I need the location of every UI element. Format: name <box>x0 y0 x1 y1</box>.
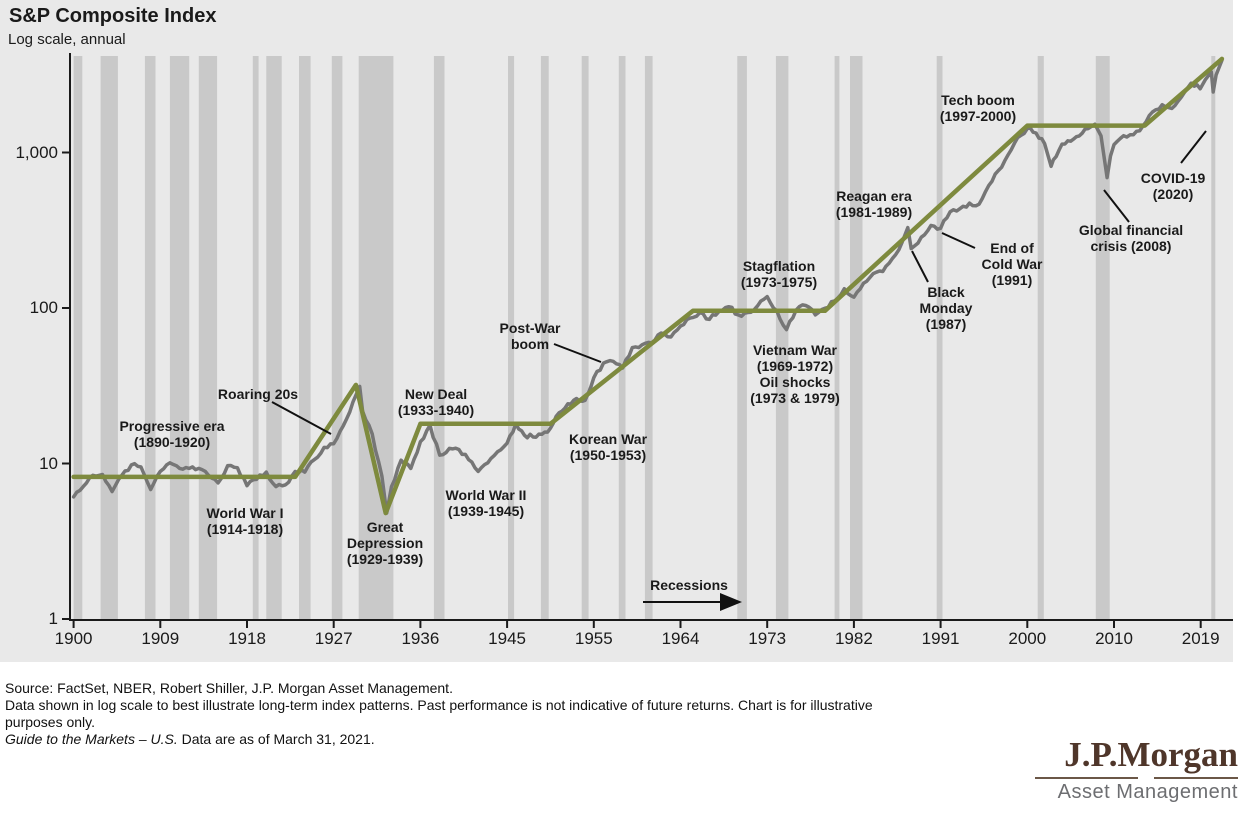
annotation-global-financial-crisis: Global financial crisis (2008) <box>1078 222 1184 254</box>
recession-bar <box>737 56 747 620</box>
annotation-recessions-label: Recessions <box>650 577 728 593</box>
logo-rule-left <box>1035 777 1138 779</box>
recession-bar <box>1211 56 1215 620</box>
recession-bar <box>619 56 626 620</box>
x-tick-label-1945: 1945 <box>488 629 526 648</box>
y-tick-label-1,000: 1,000 <box>15 142 58 162</box>
annotation-new-deal: New Deal (1933-1940) <box>397 386 475 418</box>
annotation-end-of-cold-war: End of Cold War (1991) <box>981 240 1043 288</box>
post-war-boom-leader <box>554 344 601 362</box>
x-tick-label-2000: 2000 <box>1008 629 1047 648</box>
x-tick-label-1964: 1964 <box>661 629 700 648</box>
annotation-roaring-20s: Roaring 20s <box>217 386 299 402</box>
annotation-tech-boom: Tech boom (1997-2000) <box>939 92 1017 124</box>
annotation-reagan-era: Reagan era (1981-1989) <box>835 188 913 220</box>
recession-bar <box>74 56 83 620</box>
annotation-vietnam-oil: Vietnam War (1969-1972) Oil shocks (1973 & 1979) <box>750 342 840 406</box>
annotation-post-war-boom: Post-War boom <box>499 320 561 352</box>
chart-title: S&P Composite Index <box>9 5 217 27</box>
jpmorgan-logo <box>1032 737 1238 804</box>
recession-bar <box>582 56 589 620</box>
x-tick-label-1955: 1955 <box>574 629 613 648</box>
x-tick-label-2019: 2019 <box>1181 629 1220 648</box>
source-line-4 <box>5 731 873 748</box>
recession-bar <box>101 56 118 620</box>
annotation-great-depression: Great Depression (1929-1939) <box>346 519 424 567</box>
as-of-date: Data are as of March 31, 2021. <box>177 731 375 747</box>
guide-title: Guide to the Markets – U.S. <box>5 731 178 747</box>
chart-subtitle: Log scale, annual <box>8 31 126 48</box>
recession-bar <box>332 56 343 620</box>
y-tick-label-1: 1 <box>48 609 58 628</box>
annotation-black-monday: Black Monday (1987) <box>919 284 973 332</box>
recession-bar <box>170 56 189 620</box>
x-tick-label-2010: 2010 <box>1095 629 1133 648</box>
source-line-1: Source: FactSet, NBER, Robert Shiller, J.P. Morgan Asset Management. <box>5 680 453 696</box>
source-note <box>5 680 873 748</box>
jpmorgan-wordmark: J.P.Morgan <box>1064 735 1238 774</box>
logo-division-label: Asset Management <box>1057 781 1238 803</box>
recession-bar <box>145 56 156 620</box>
annotation-world-war-2: World War II (1939-1945) <box>445 487 527 519</box>
x-tick-label-1900: 1900 <box>54 629 93 648</box>
annotation-progressive-era: Progressive era (1890-1920) <box>119 418 225 450</box>
recession-bar <box>299 56 311 620</box>
x-tick-label-1927: 1927 <box>314 629 353 648</box>
y-tick-label-10: 10 <box>39 453 58 473</box>
x-tick-label-1909: 1909 <box>141 629 180 648</box>
x-tick-label-1991: 1991 <box>921 629 960 648</box>
covid-leader <box>1181 131 1206 163</box>
annotation-world-war-1: World War I (1914-1918) <box>206 505 284 537</box>
annotation-korean-war: Korean War (1950-1953) <box>568 431 648 463</box>
recession-bar <box>434 56 445 620</box>
source-line-2: Data shown in log scale to best illustrate long-term index patterns. Past performance is not indicative of future returns. Chart is for illustrative <box>5 697 873 713</box>
y-tick-label-100: 100 <box>29 298 58 317</box>
x-tick-label-1973: 1973 <box>748 629 787 648</box>
x-tick-label-1982: 1982 <box>834 629 873 648</box>
recession-bar <box>937 56 943 620</box>
annotation-covid-19: COVID-19 (2020) <box>1140 170 1206 202</box>
recession-bar <box>645 56 653 620</box>
recession-bar <box>776 56 789 620</box>
recession-bar <box>850 56 863 620</box>
black-monday-leader <box>912 251 928 282</box>
annotation-stagflation: Stagflation (1973-1975) <box>740 258 818 290</box>
logo-rule-right <box>1154 777 1238 779</box>
source-line-3: purposes only. <box>5 714 96 730</box>
end-of-cold-war-leader <box>942 233 975 248</box>
x-tick-label-1918: 1918 <box>228 629 266 648</box>
recession-bar <box>835 56 840 620</box>
x-tick-label-1936: 1936 <box>401 629 440 648</box>
